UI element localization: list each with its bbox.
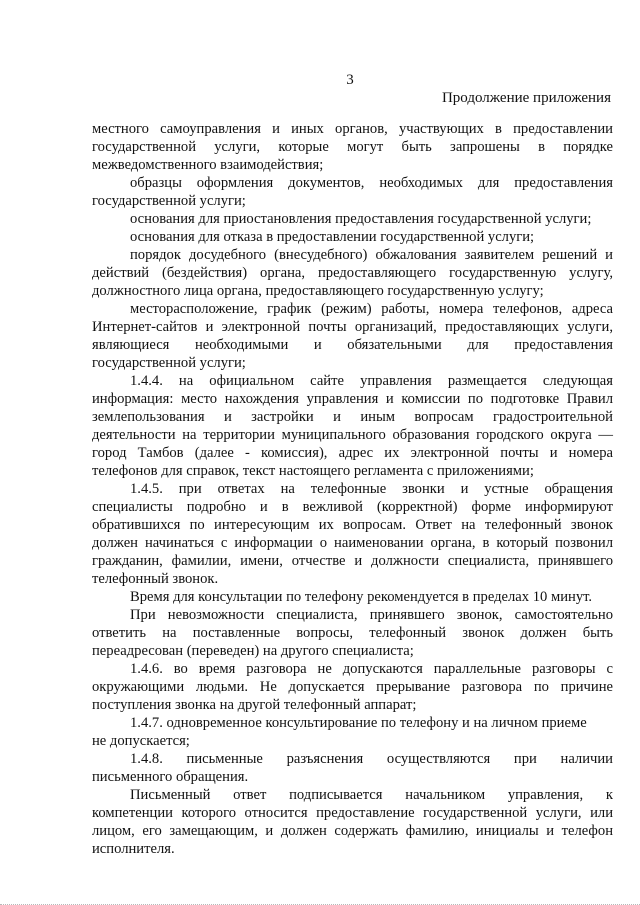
text-line: Время для консультации по телефону рекомендуется в пределах 10 минут. [130,589,593,605]
text-line: местного самоуправления и иных органов, участвующих в предоставлении [92,121,613,137]
text-line: лицом, его замещающим, и должен содержать фамилию, инициалы и телефон [92,823,613,839]
text-line: должностного лица органа, предоставляющего государственную услугу; [92,283,544,299]
text-line: обратившихся по интересующим их вопросам. Ответ на телефонный звонок [92,517,613,533]
text-line: образцы оформления документов, необходимых для предоставления [130,175,613,191]
text-line: 1.4.6. во время разговора не допускаются параллельные разговоры с [130,661,613,677]
text-line: основания для отказа в предоставлении государственной услуги; [130,229,535,245]
text-line: действий (бездействия) органа, предоставляющего государственную услугу, [92,265,613,281]
text-line: телефонный звонок. [92,571,219,587]
text-line: межведомственного взаимодействия; [92,157,324,173]
text-line: государственной услуги, которые могут быть запрошены в порядке [92,139,613,155]
text-line: телефонов для справок, текст настоящего регламента с приложениями; [92,463,534,479]
scan-edge-decoration [0,896,640,905]
text-line: порядок досудебного (внесудебного) обжалования заявителем решений и [130,247,613,263]
page-number: 3 [346,72,354,88]
text-line: компетенции которого относится предоставление государственной услуги, или [92,805,613,821]
text-line: являющиеся необходимыми и обязательными для предоставления [92,337,613,353]
text-line: 1.4.4. на официальном сайте управления размещается следующая [130,373,613,389]
text-line: Интернет-сайтов и электронной почты организаций, предоставляющих услуги, [92,319,613,335]
text-line: поступления звонка на другой телефонный аппарат; [92,697,417,713]
text-line: 1.4.7. одновременное консультирование по телефону и на личном приеме [130,715,587,731]
text-line: деятельности на территории муниципального образования городского округа — [92,427,613,443]
text-line: информация: место нахождения управления и комиссии по подготовке Правил [92,391,613,407]
text-line: специалисты подробно и в вежливой (корректной) форме информируют [92,499,613,515]
text-line: При невозможности специалиста, принявшего звонок, самостоятельно [130,607,613,623]
text-line: Письменный ответ подписывается начальником управления, к [130,787,613,803]
text-line: не допускается; [92,733,190,749]
text-line: должен начинаться с информации о наименовании органа, в который позвонил [92,535,613,551]
text-line: город Тамбов (далее - комиссия), адрес их электронной почты и номера [92,445,613,461]
text-line: месторасположение, график (режим) работы, номера телефонов, адреса [130,301,613,317]
text-line: письменного обращения. [92,769,249,785]
text-line: 1.4.8. письменные разъяснения осуществляются при наличии [130,751,613,767]
text-line: исполнителя. [92,841,175,857]
text-line: государственной услуги; [92,193,246,209]
text-line: ответить на поставленные вопросы, телефонный звонок должен быть [92,625,613,641]
text-line: государственной услуги; [92,355,246,371]
text-line: 1.4.5. при ответах на телефонные звонки и устные обращения [130,481,613,497]
text-line: основания для приостановления предоставления государственной услуги; [130,211,592,227]
text-line: гражданин, фамилии, имени, отчестве и должности специалиста, принявшего [92,553,613,569]
text-line: окружающими людьми. Не допускается прерывание разговора по причине [92,679,613,695]
text-line: землепользования и застройки и иным вопросам градостроительной [92,409,613,425]
continuation-label: Продолжение приложения [441,90,611,106]
text-line: переадресован (переведен) на другого специалиста; [92,643,414,659]
